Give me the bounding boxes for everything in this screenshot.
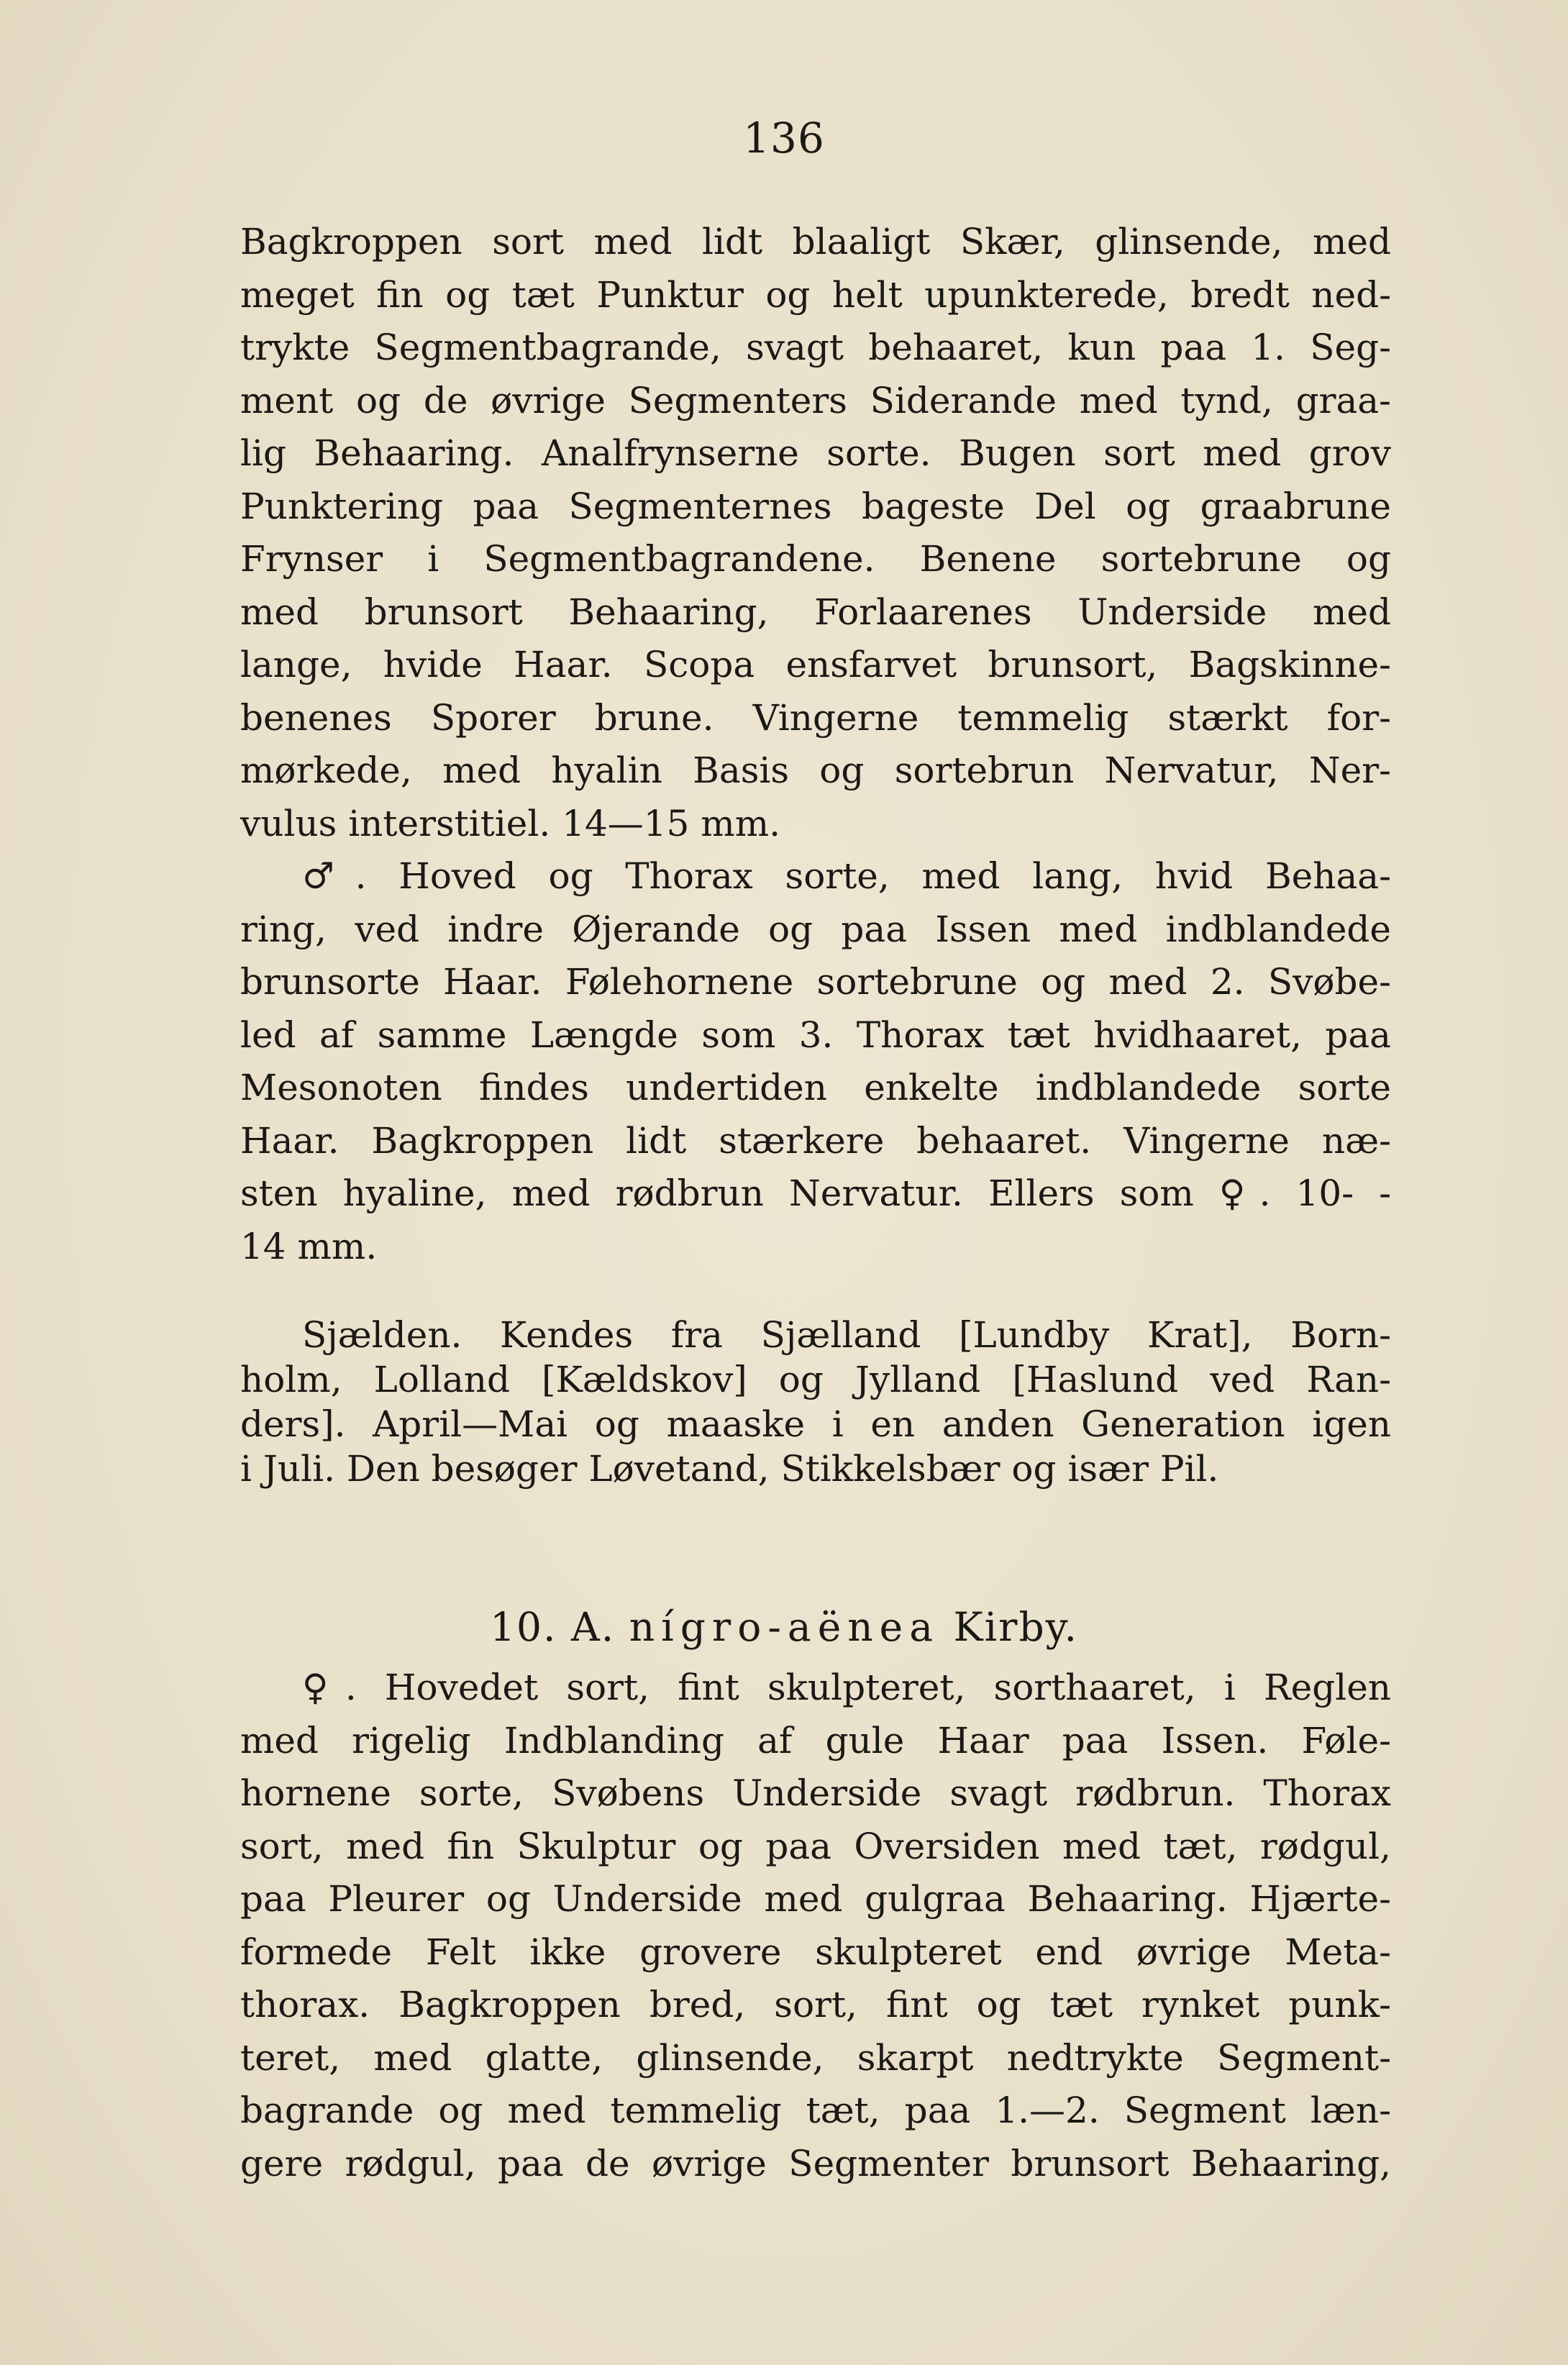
text-line: med brunsort Behaaring, Forlaarenes Underside med (240, 591, 1391, 633)
text-line: teret, med glatte, glinsende, skarpt nedtrykte Segment- (240, 2036, 1391, 2079)
text-line: med rigelig Indblanding af gule Haar paa Issen. Føle- (240, 1719, 1391, 1762)
text-line: ♀. Hovedet sort, fint skulpteret, sorthaaret, i Reglen (302, 1667, 1391, 1708)
page-number: 136 (743, 114, 825, 163)
text-line: Sjælden. Kendes fra Sjælland [Lundby Krat], Born- (302, 1314, 1391, 1356)
text-line: ring, ved indre Øjerande og paa Issen med indblandede (240, 908, 1391, 950)
text-line: brunsorte Haar. Følehornene sortebrune og med 2. Svøbe- (240, 961, 1391, 1003)
text-line: Frynser i Segmentbagrandene. Benene sortebrune og (240, 538, 1391, 580)
text-line: sten hyaline, med rødbrun Nervatur. Ellers som ♀. 10- - (240, 1172, 1391, 1214)
text-line: thorax. Bagkroppen bred, sort, fint og tæt rynket punk- (240, 1984, 1391, 2025)
paragraph-female-description-continued (240, 216, 1391, 1273)
text-line: paa Pleurer og Underside med gulgraa Behaaring. Hjærte- (240, 1878, 1391, 1920)
text-line: Punktering paa Segmenternes bageste Del og graabrune (240, 485, 1391, 527)
text-line: mørkede, med hyalin Basis og sortebrun Nervatur, Ner- (240, 749, 1391, 791)
species-name: nígro-aënea (629, 1604, 940, 1650)
paragraph-species-description (240, 1662, 1391, 2190)
text-line: holm, Lolland [Kældskov] og Jylland [Haslund ved Ran- (240, 1359, 1391, 1400)
paragraph-distribution (240, 1313, 1391, 1491)
text-line: trykte Segmentbagrande, svagt behaaret, kun paa 1. Seg- (240, 327, 1391, 368)
text-line: Bagkroppen sort med lidt blaaligt Skær, glinsende, med (240, 221, 1391, 263)
species-number: 10. A. (490, 1604, 616, 1650)
text-line: ment og de øvrige Segmenters Siderande med tynd, graa- (240, 379, 1391, 421)
text-line: sort, med fin Skulptur og paa Oversiden med tæt, rødgul, (240, 1825, 1391, 1867)
text-line: hornene sorte, Svøbens Underside svagt rødbrun. Thorax (240, 1772, 1391, 1814)
text-line-male-section-start: ♂. Hoved og Thorax sorte, med lang, hvid Behaa- (302, 855, 1391, 897)
text-line: gere rødgul, paa de øvrige Segmenter brunsort Behaaring, (240, 2142, 1391, 2184)
text-line: lange, hvide Haar. Scopa ensfarvet brunsort, Bagskinne- (240, 644, 1391, 685)
text-line: i Juli. Den besøger Løvetand, Stikkelsbær og især Pil. (240, 1448, 1219, 1490)
text-line: vulus interstitiel. 14—15 mm. (240, 802, 781, 844)
text-line: bagrande og med temmelig tæt, paa 1.—2. Segment læn- (240, 2090, 1391, 2131)
text-line: led af samme Længde som 3. Thorax tæt hvidhaaret, paa (240, 1013, 1391, 1056)
species-author: Kirby. (953, 1604, 1078, 1650)
text-line: formede Felt ikke grovere skulpteret end øvrige Meta- (240, 1931, 1391, 1973)
text-line: Mesonoten findes undertiden enkelte indblandede sorte (240, 1067, 1391, 1108)
text-line: 14 mm. (240, 1225, 378, 1267)
text-line: benenes Sporer brune. Vingerne temmelig stærkt for- (240, 696, 1391, 739)
text-line: lig Behaaring. Analfrynserne sorte. Bugen sort med grov (240, 432, 1391, 474)
species-heading (0, 1604, 1568, 1650)
text-line: meget fin og tæt Punktur og helt upunkterede, bredt ned- (240, 273, 1391, 316)
text-line: ders]. April—Mai og maaske i en anden Generation igen (240, 1403, 1391, 1445)
text-line: Haar. Bagkroppen lidt stærkere behaaret. Vingerne næ- (240, 1119, 1391, 1162)
